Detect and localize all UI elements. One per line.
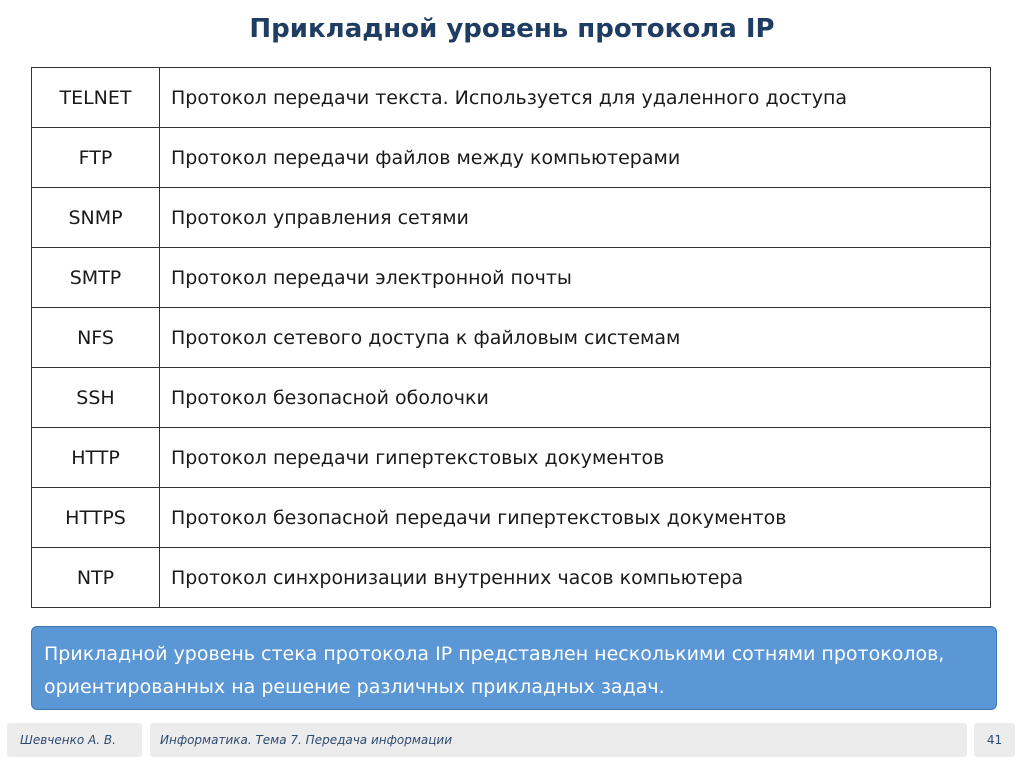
table-row [32,308,991,368]
info-box [31,626,997,710]
table-row [32,428,991,488]
table-row [32,68,991,128]
table-row [32,368,991,428]
protocol-description: Протокол управления сетями [160,188,991,248]
protocol-description: Протокол передачи электронной почты [160,248,991,308]
protocol-name: FTP [32,128,160,188]
protocol-description: Протокол сетевого доступа к файловым системам [160,308,991,368]
protocol-name: SSH [32,368,160,428]
protocol-name: SNMP [32,188,160,248]
slide-title: Прикладной уровень протокола IP [249,14,775,44]
table-row [32,488,991,548]
table-row [32,248,991,308]
protocol-name: NFS [32,308,160,368]
table-row [32,128,991,188]
protocols-table [31,67,991,608]
protocol-name: HTTP [32,428,160,488]
protocol-description: Протокол передачи текста. Используется для удаленного доступа [160,68,991,128]
protocol-name: SMTP [32,248,160,308]
protocol-description: Протокол передачи файлов между компьютерами [160,128,991,188]
table-row [32,548,991,608]
protocol-description: Протокол безопасной оболочки [160,368,991,428]
protocol-description: Протокол безопасной передачи гипертекстовых документов [160,488,991,548]
footer-topic: Информатика. Тема 7. Передача информации [150,723,967,757]
protocol-description: Протокол передачи гипертекстовых документов [160,428,991,488]
info-box-text: Прикладной уровень стека протокола IP представлен несколькими сотнями протоколов, ориентированных на решение различных прикладных задач. [44,643,945,698]
table-row [32,188,991,248]
protocol-name: TELNET [32,68,160,128]
protocol-name: HTTPS [32,488,160,548]
footer-page-number: 41 [974,723,1015,757]
protocol-description: Протокол синхронизации внутренних часов компьютера [160,548,991,608]
footer-author: Шевченко А. В. [7,723,142,757]
protocol-name: NTP [32,548,160,608]
